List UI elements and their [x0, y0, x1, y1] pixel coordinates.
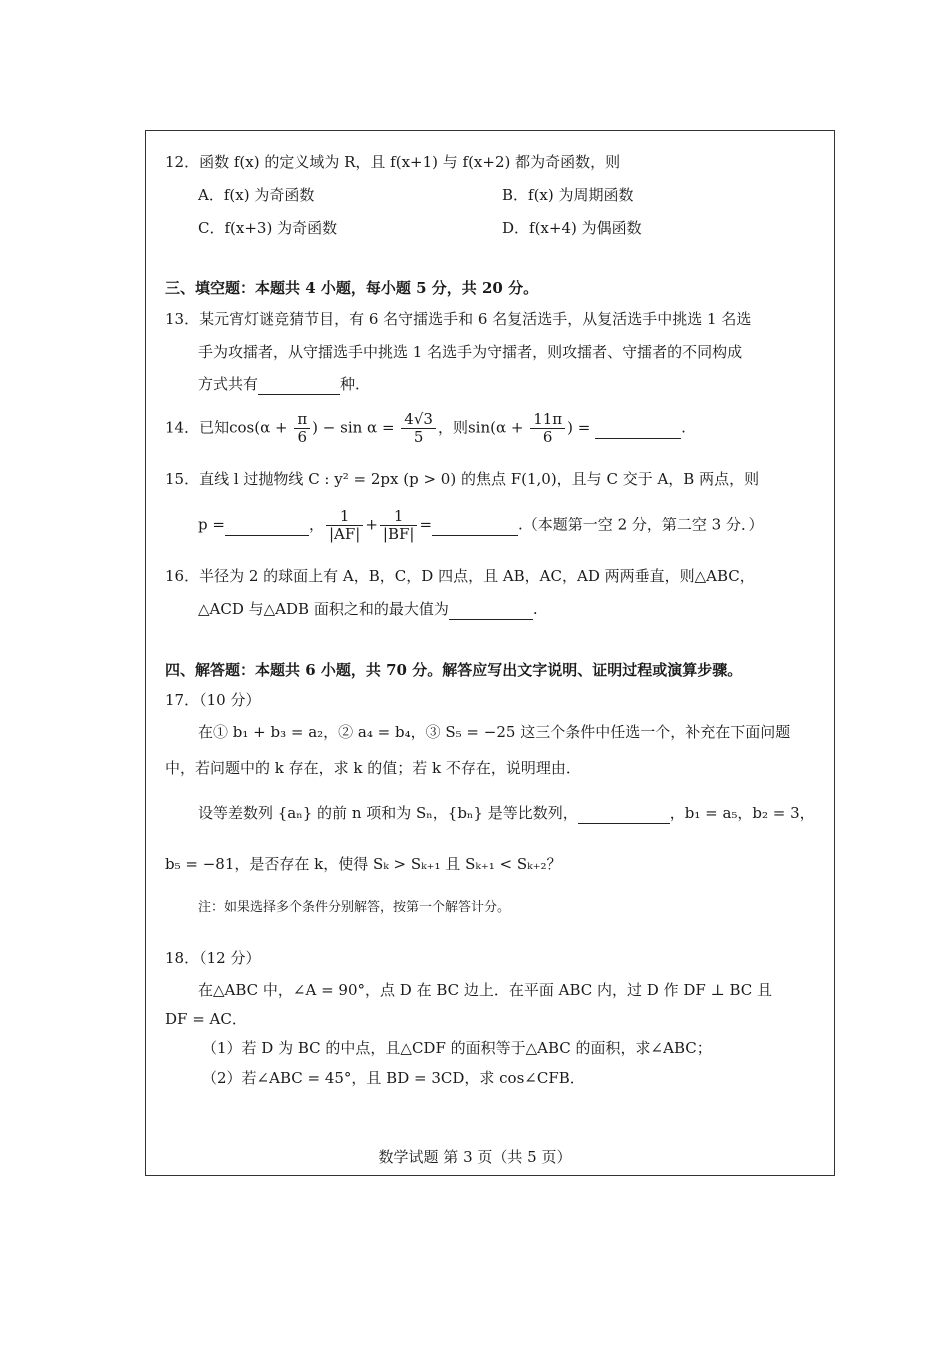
q13-line-2: 手为攻擂者，从守擂选手中挑选 1 名选手为守擂者，则攻擂者、守擂者的不同构成 — [198, 343, 743, 361]
q15-comma: ， — [308, 515, 324, 534]
q14-post: ) = — [567, 418, 596, 437]
q18-line-1: 在△ABC 中，∠A = 90°，点 D 在 BC 边上．在平面 ABC 内，过 D 作 DF ⊥ BC 且 — [198, 981, 772, 999]
q14-frac3-den: 6 — [542, 428, 553, 446]
q15-note: .（本题第一空 2 分，第二空 3 分．） — [518, 515, 764, 534]
section-3-heading: 三、填空题：本题共 4 小题，每小题 5 分，共 20 分。 — [165, 279, 539, 297]
q15-answer-blank-1[interactable] — [225, 515, 309, 536]
q16-answer-blank[interactable] — [449, 599, 533, 620]
q14-frac3-num: 11π — [530, 411, 565, 429]
q16-line-2 — [198, 599, 538, 620]
q12-option-d: D．f(x+4) 为偶函数 — [502, 219, 642, 237]
q14-pre: 14．已知cos(α + — [165, 418, 293, 437]
q18-part-1: （1）若 D 为 BC 的中点，且△CDF 的面积等于△ABC 的面积，求∠ABC； — [202, 1039, 712, 1057]
q13-line-3-text: 方式共有 — [198, 375, 259, 393]
q14-frac2-num: 4√3 — [401, 411, 436, 429]
q18-part-2: （2）若∠ABC = 45°，且 BD = 3CD，求 cos∠CFB． — [202, 1069, 585, 1087]
q17-line-4: b₅ = −81，是否存在 k，使得 Sₖ > Sₖ₊₁ 且 Sₖ₊₁ < Sₖ₊₂？ — [165, 855, 562, 873]
page-footer: 数学试题 第 3 页（共 5 页） — [378, 1148, 572, 1166]
q14-frac2-den: 5 — [413, 428, 424, 446]
q18-line-2: DF = AC． — [165, 1010, 247, 1028]
q14-line — [165, 411, 686, 446]
q18-heading: 18．（12 分） — [165, 949, 261, 967]
q14-fraction-11pi-6 — [530, 411, 565, 446]
q17-line-2: 中，若问题中的 k 存在，求 k 的值；若 k 不存在，说明理由． — [165, 759, 581, 777]
q15-fraction-1-bf — [380, 508, 418, 543]
q14-fraction-pi-6 — [294, 411, 310, 446]
q15-answer-blank-2[interactable] — [432, 515, 518, 536]
q17-condition-blank[interactable] — [578, 803, 670, 824]
q15-line-2 — [198, 508, 763, 543]
q17-line-3-text: 设等差数列 {aₙ} 的前 n 项和为 Sₙ，{bₙ} 是等比数列， — [198, 804, 578, 822]
q12-option-b: B．f(x) 为周期函数 — [502, 186, 634, 204]
q17-line-3-end: ，b₁ = a₅，b₂ = 3， — [669, 804, 815, 822]
q15-fraction-1-af — [326, 508, 363, 543]
q14-mid2: ，则sin(α + — [437, 418, 529, 437]
q14-frac1-num: π — [294, 411, 310, 429]
q17-note: 注：如果选择多个条件分别解答，按第一个解答计分。 — [198, 900, 511, 915]
q13-answer-blank[interactable] — [258, 374, 340, 395]
q15-plus: + — [365, 515, 378, 534]
q15-frac2-num: 1 — [380, 508, 418, 526]
q12-stem: 12．函数 f(x) 的定义域为 R，且 f(x+1) 与 f(x+2) 都为奇函数，则 — [165, 153, 621, 171]
q15-eq: = — [419, 515, 433, 534]
q15-p-label: p = — [198, 515, 225, 534]
q12-option-c: C．f(x+3) 为奇函数 — [198, 219, 338, 237]
q12-option-a: A．f(x) 为奇函数 — [198, 186, 315, 204]
q16-line-2-end: . — [532, 600, 538, 618]
q14-frac1-den: 6 — [297, 428, 308, 446]
section-4-heading: 四、解答题：本题共 6 小题，共 70 分。解答应写出文字说明、证明过程或演算步骤。 — [165, 661, 743, 679]
q15-frac1-den: |AF| — [328, 525, 361, 543]
q16-line-1: 16．半径为 2 的球面上有 A，B，C，D 四点，且 AB，AC，AD 两两垂直，则△ABC， — [165, 567, 755, 585]
q13-line-1: 13．某元宵灯谜竞猜节目，有 6 名守擂选手和 6 名复活选手，从复活选手中挑选 1 名选 — [165, 310, 752, 328]
q15-frac2-den: |BF| — [382, 525, 415, 543]
q14-fraction-4sqrt3-5 — [401, 411, 436, 446]
q17-line-1: 在① b₁ + b₃ = a₂，② a₄ = b₄，③ S₅ = −25 这三个条件中任选一个，补充在下面问题 — [198, 723, 791, 741]
q14-end: . — [681, 418, 686, 437]
q14-mid: ) − sin α = — [312, 418, 400, 437]
q17-heading: 17．（10 分） — [165, 691, 261, 709]
q16-line-2-text: △ACD 与△ADB 面积之和的最大值为 — [198, 600, 449, 618]
q15-line-1: 15．直线 l 过抛物线 C : y² = 2px (p > 0) 的焦点 F(1,0)，且与 C 交于 A，B 两点，则 — [165, 470, 760, 488]
q15-frac1-num: 1 — [326, 508, 363, 526]
q13-line-3 — [198, 374, 370, 395]
q14-answer-blank[interactable] — [595, 418, 681, 439]
q17-line-3 — [198, 803, 815, 824]
q13-line-3-end: 种． — [340, 375, 371, 393]
